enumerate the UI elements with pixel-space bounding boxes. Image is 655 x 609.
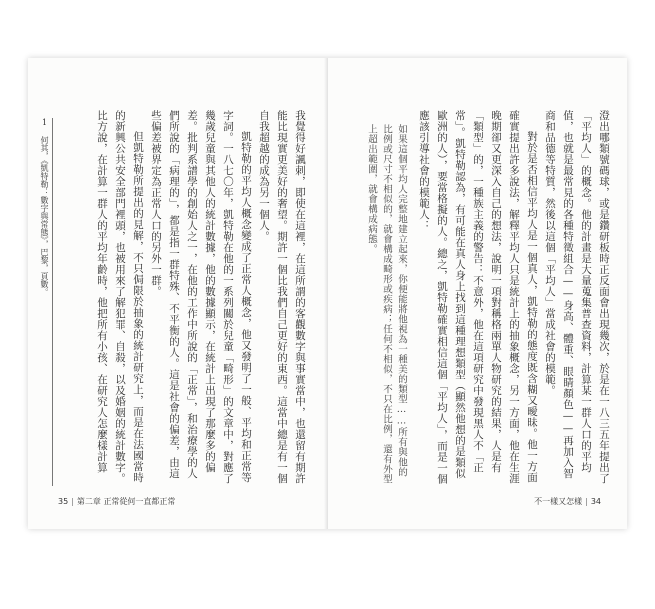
book-spread (28, 58, 627, 529)
paragraph: 澄出哪類號碼球，或是鑽研板時正反面會出現幾次，於是在一八三五年提出了「平均人」的概念。他的計畫是大量蒐集普查資料，計算某一群人口的平均值，也就是最常見的各種特徵組合——身高、體重、眼睛顏色——再加入智商和品德等特質，然後以這個「平均人」當成社會的模範。 (544, 110, 610, 484)
paragraph: 對於是否相信平均人是一個真人，凱特勒的態度既含糊又曖昧。他一方面確實提出許多說法，解釋平均人只是統計上的抽象概念，另一方面，他在生涯晚期卻又更深入自己的想法，說明一項對稱格兩單人物研究的結果，人是有「類型」的，一種族主義的警告：不意外，他在這項研究中發現黑人不「正常」。凱特勒認為，有可能在真人身上找到這種理想類型（顯然他想的是類似歐洲的人），要當格擬的人。總之，凱特勒確實相信這個「平均人」，而是一個應該引導社會的模範人： (418, 110, 538, 485)
footer-separator: | (585, 497, 588, 506)
left-page-body (59, 110, 309, 486)
right-page (328, 58, 627, 529)
paragraph: 但凱特勒所提出的見解，不只侷限於抽象的統計研究上，而是在法國當時的新興公共安全部門裡頭，也被用來了解犯罪、自殺，以及婚姻的統計數字。比方說，在計算一群人的平均年齡時，他把所有小孩、在研究人怎麼樣計算 (96, 110, 144, 484)
footer-separator: | (71, 497, 74, 506)
chapter-label: 第二章 (76, 497, 101, 506)
footnote: 1 何其，《凱特勒：數字與常態》，巴黎，頁數。 (40, 118, 49, 296)
page-number: 35 (58, 497, 69, 506)
running-head: 正常從何一直都正常 (103, 497, 176, 506)
footnote-divider (52, 118, 53, 486)
paragraph: 凱特勒的平均人概念變成了正常人概念，他又發明了一般、平均和正常等字詞。一八七〇年，凱特勒在他的一系列關於兒童「畸形」的文章中，對應了幾歲兒童與其他人的統計數據，他的數據顯示，在統計上出現了那麼多的偏差。批判系譜學的創始人之一，在他的工作中所說的「正常」，和治療學的人們所說的「病理的」，都是指一群特殊、不平衡的人。這是社會的偏差，由這些偏差被界定為正常人口的另外一群。 (150, 110, 252, 484)
left-page-footer (58, 496, 175, 507)
page-number: 34 (590, 497, 601, 506)
left-page (28, 58, 327, 529)
block-quote: 如果這個平均人完整地建立起來，你便能將他視為一種美的類型……所有與他的比例或尺寸不相似的，就會構成畸形或疾病；任何不相似，不只在比例，還有外型上超出範圍，就會構成病態。 (366, 124, 407, 484)
right-page-footer (534, 496, 601, 507)
running-head: 不一樣又怎樣 (534, 497, 583, 506)
paragraph: 我覺得好諷刺，即使在這裡，在這所謂的客觀數字與事實當中，也還留有期許能比現實更美好的奢望。期許一個比我們自己更好的東西。這當中總是有一個自我超越的成為另一個人。 (258, 110, 306, 484)
right-page-body (355, 110, 613, 486)
